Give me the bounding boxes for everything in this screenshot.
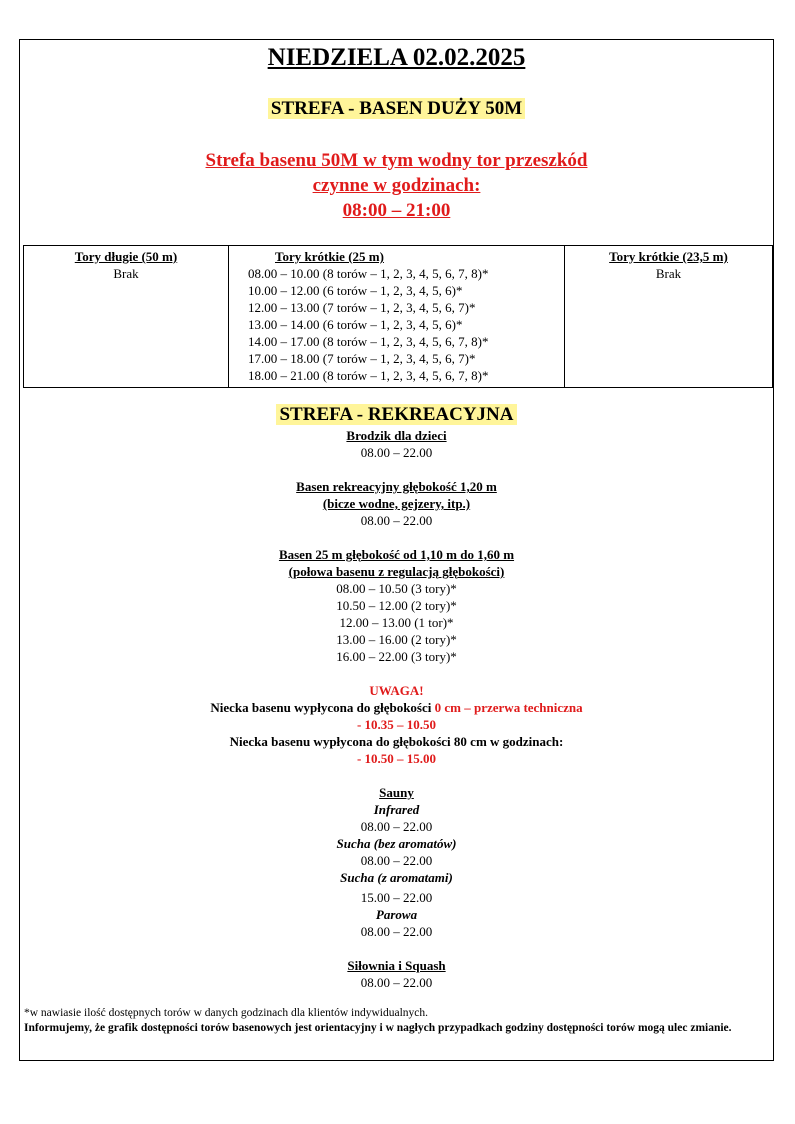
pool25-row: 12.00 – 13.00 (1 tor)* [339, 615, 454, 630]
notice-line-1: Strefa basenu 50M w tym wodny tor przeszkód [205, 150, 588, 171]
lane-row: 12.00 – 13.00 (7 torów – 1, 2, 3, 4, 5, 6, 7)* [248, 300, 476, 315]
warning-line-1-time: - 10.35 – 10.50 [356, 717, 437, 732]
warning-line-2: Niecka basenu wypłycona do głębokości 80 cm w godzinach: [229, 734, 564, 749]
sauna-hours: 08.00 – 22.00 [360, 853, 433, 868]
warning-line-1-prefix: Niecka basenu wypłycona do głębokości [210, 700, 435, 715]
warning-label: UWAGA! [369, 683, 424, 698]
lane-row: 14.00 – 17.00 (8 torów – 1, 2, 3, 4, 5, 6, 7, 8)* [248, 334, 489, 349]
lane-row: 10.00 – 12.00 (6 torów – 1, 2, 3, 4, 5, 6)* [248, 283, 463, 298]
long-lanes-value: Brak [113, 266, 139, 281]
sauna-name: Parowa [375, 907, 418, 922]
lane-row: 13.00 – 14.00 (6 torów – 1, 2, 3, 4, 5, 6)* [248, 317, 463, 332]
notice-line-2: czynne w godzinach: [312, 175, 481, 196]
short-lanes-25-cell [229, 246, 565, 388]
sauna-hours: 15.00 – 22.00 [360, 890, 433, 905]
rec-pool-name: Basen rekreacyjny głębokość 1,20 m [296, 479, 497, 494]
pool25-name: Basen 25 m głębokość od 1,10 m do 1,60 m [278, 547, 515, 562]
pool-50m-notice [20, 148, 773, 223]
pool25-row: 13.00 – 16.00 (2 tory)* [336, 632, 457, 647]
sauna-name: Infrared [373, 802, 420, 817]
long-lanes-header: Tory długie (50 m) [74, 249, 178, 264]
sauna-name: Sucha (z aromatami) [340, 870, 453, 885]
footer-disclaimer: Informujemy, że grafik dostępności torów basenowych jest orientacyjny i w nagłych przypadkach godziny dostępności torów mogą ulec zmianie. [24, 1022, 732, 1034]
zone-50m-heading [20, 98, 773, 120]
pool25-row: 08.00 – 10.50 (3 tory)* [336, 581, 457, 596]
zone-50m-heading-text: STREFA - BASEN DUŻY 50M [268, 98, 525, 119]
short-lanes-235-cell [565, 246, 773, 388]
lanes-table [23, 245, 773, 388]
short-lanes-25-list [248, 265, 489, 384]
rec-pool-hours: 08.00 – 22.00 [360, 513, 433, 528]
footer [24, 1006, 769, 1036]
lane-row: 08.00 – 10.00 (8 torów – 1, 2, 3, 4, 5, 6, 7, 8)* [248, 266, 489, 281]
kids-pool-hours: 08.00 – 22.00 [360, 445, 433, 460]
warning-line-1 [20, 699, 773, 716]
pool25-subtitle: (połowa basenu z regulacją głębokości) [288, 564, 505, 579]
sauna-hours: 08.00 – 22.00 [360, 819, 433, 834]
sauna-name: Sucha (bez aromatów) [336, 836, 457, 851]
recreation-heading: STREFA - REKREACYJNA [276, 404, 516, 425]
short-lanes-25-header: Tory krótkie (25 m) [275, 249, 384, 264]
gym-hours: 08.00 – 22.00 [360, 975, 433, 990]
pool25-row: 16.00 – 22.00 (3 tory)* [336, 649, 457, 664]
recreation-zone [20, 403, 773, 991]
lane-row: 17.00 – 18.00 (7 torów – 1, 2, 3, 4, 5, 6, 7)* [248, 351, 476, 366]
notice-hours: 08:00 – 21:00 [342, 200, 451, 221]
footer-note: *w nawiasie ilość dostępnych torów w danych godzinach dla klientów indywidualnych. [24, 1007, 429, 1019]
pool25-row: 10.50 – 12.00 (2 tory)* [336, 598, 457, 613]
warning-line-2-time: - 10.50 – 15.00 [356, 751, 437, 766]
rec-pool-subtitle: (bicze wodne, gejzery, itp.) [322, 496, 471, 511]
gym-name: Siłownia i Squash [347, 958, 446, 973]
saunas-heading: Sauny [379, 785, 414, 800]
schedule-frame [19, 39, 774, 1061]
lane-row: 18.00 – 21.00 (8 torów – 1, 2, 3, 4, 5, 6, 7, 8)* [248, 368, 489, 383]
short-lanes-235-header: Tory krótkie (23,5 m) [609, 249, 728, 264]
short-lanes-235-value: Brak [655, 266, 682, 281]
long-lanes-cell [24, 246, 229, 388]
page-title: NIEDZIELA 02.02.2025 [267, 44, 526, 71]
sauna-hours: 08.00 – 22.00 [360, 924, 433, 939]
kids-pool-name: Brodzik dla dzieci [346, 428, 447, 443]
warning-line-1-red: 0 cm – przerwa techniczna [434, 700, 583, 715]
